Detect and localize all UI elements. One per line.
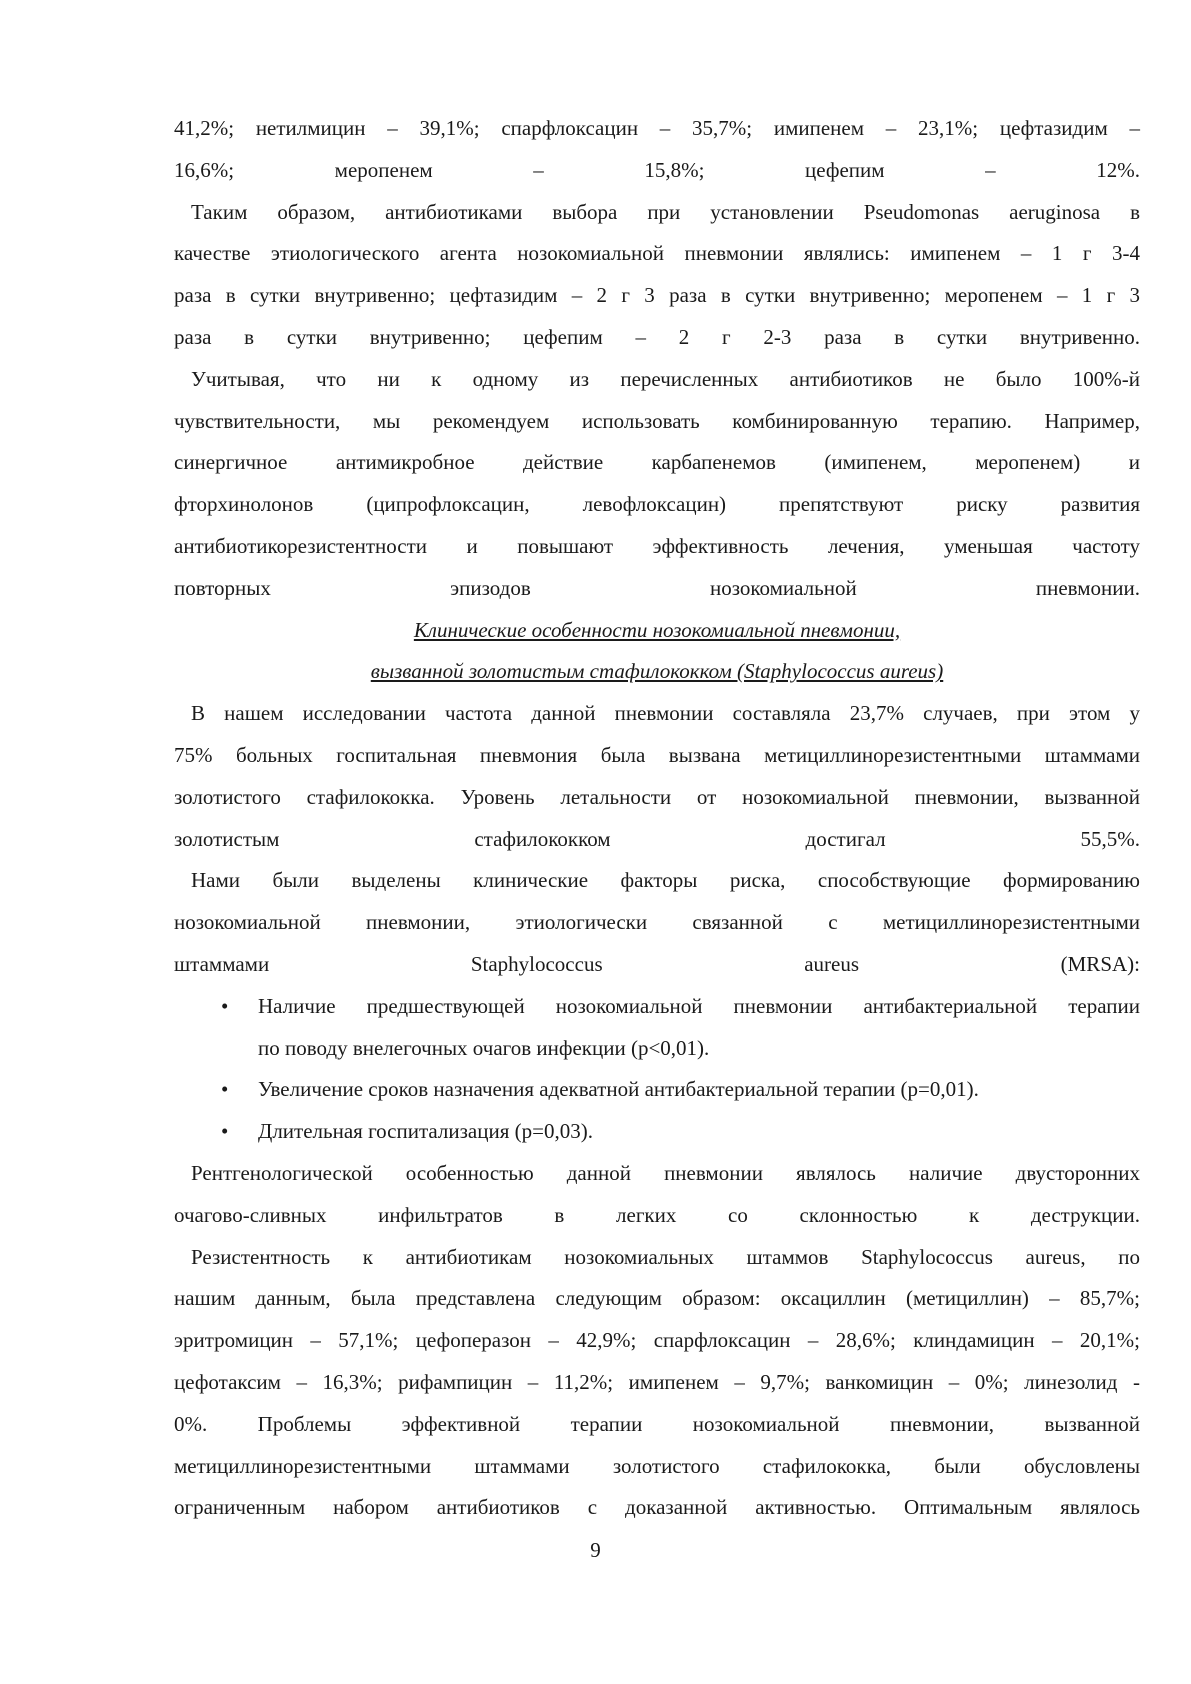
paragraph bbox=[174, 359, 1140, 610]
text-line: качестве этиологического агента нозокомиальной пневмонии являлись: имипенем – 1 г 3-4 bbox=[174, 241, 1140, 266]
list-item bbox=[174, 986, 1140, 1070]
text-line: штаммами Staphylococcus aureus (MRSA): bbox=[174, 951, 1140, 976]
text-line: Нами были выделены клинические факторы риска, способствующие формированию bbox=[191, 868, 1140, 893]
paragraph bbox=[174, 108, 1140, 192]
paragraph bbox=[174, 693, 1140, 860]
text-line: Учитывая, что ни к одному из перечисленных антибиотиков не было 100%-й bbox=[191, 366, 1140, 391]
list-item bbox=[174, 1111, 1140, 1153]
text-line: фторхинолонов (ципрофлоксацин, левофлоксацин) препятствуют риску развития bbox=[174, 492, 1140, 517]
paragraph bbox=[174, 860, 1140, 985]
text-line: Длительная госпитализация (p=0,03). bbox=[258, 1119, 593, 1144]
text-line: золотистым стафилококком достигал 55,5%. bbox=[174, 826, 1140, 851]
section-heading-line-1: Клинические особенности нозокомиальной пневмонии, bbox=[413, 617, 901, 642]
bullet-icon: • bbox=[221, 1119, 229, 1144]
text-line: по поводу внелегочных очагов инфекции (p<0,01). bbox=[258, 1035, 710, 1060]
text-line: раза в сутки внутривенно; цефтазидим – 2 г 3 раза в сутки внутривенно; меропенем – 1 г 3 bbox=[174, 283, 1140, 308]
text-line: 16,6%; меропенем – 15,8%; цефепим – 12%. bbox=[174, 157, 1140, 182]
text-line: синергичное антимикробное действие карбапенемов (имипенем, меропенем) и bbox=[174, 450, 1140, 475]
text-line: повторных эпизодов нозокомиальной пневмонии. bbox=[174, 575, 1140, 600]
text-line: эритромицин – 57,1%; цефоперазон – 42,9%; спарфлоксацин – 28,6%; клиндамицин – 20,1%; bbox=[174, 1328, 1140, 1353]
text-line: ограниченным набором антибиотиков с доказанной активностью. Оптимальным являлось bbox=[174, 1495, 1140, 1520]
text-line: 41,2%; нетилмицин – 39,1%; спарфлоксацин – 35,7%; имипенем – 23,1%; цефтазидим – bbox=[174, 116, 1140, 140]
text-line: нозокомиальной пневмонии, этиологически связанной с метициллинорезистентными bbox=[174, 910, 1140, 935]
text-line: очагово-сливных инфильтратов в легких со склонностью к деструкции. bbox=[174, 1202, 1140, 1227]
text-line: чувствительности, мы рекомендуем использовать комбинированную терапию. Например, bbox=[174, 408, 1140, 433]
section-heading-line-2: вызванной золотистым стафилококком (Staphylococcus aureus) bbox=[370, 659, 944, 684]
section-heading bbox=[174, 610, 1140, 694]
paragraph bbox=[174, 1237, 1140, 1530]
text-line: раза в сутки внутривенно; цефепим – 2 г 2-3 раза в сутки внутривенно. bbox=[174, 324, 1140, 349]
list-item bbox=[174, 1069, 1140, 1111]
text-line: 0%. Проблемы эффективной терапии нозокомиальной пневмонии, вызванной bbox=[174, 1411, 1140, 1436]
text-line: Таким образом, антибиотиками выбора при установлении Pseudomonas aeruginosa в bbox=[191, 199, 1140, 224]
paragraph bbox=[174, 192, 1140, 359]
bullet-icon: • bbox=[221, 993, 229, 1018]
text-line: цефотаксим – 16,3%; рифампицин – 11,2%; имипенем – 9,7%; ванкомицин – 0%; линезолид - bbox=[174, 1369, 1140, 1394]
text-line: метициллинорезистентными штаммами золотистого стафилококка, были обусловлены bbox=[174, 1453, 1140, 1478]
text-line: Рентгенологической особенностью данной пневмонии являлось наличие двусторонних bbox=[191, 1160, 1140, 1185]
text-line: Наличие предшествующей нозокомиальной пневмонии антибактериальной терапии bbox=[258, 993, 1140, 1018]
page-body bbox=[174, 108, 1140, 1529]
text-line: золотистого стафилококка. Уровень летальности от нозокомиальной пневмонии, вызванной bbox=[174, 784, 1140, 809]
text-line: 75% больных госпитальная пневмония была вызвана метициллинорезистентными штаммами bbox=[174, 742, 1140, 767]
page-number: 9 bbox=[590, 1538, 601, 1562]
risk-factor-list bbox=[174, 986, 1140, 1153]
text-line: нашим данным, была представлена следующим образом: оксациллин (метициллин) – 85,7%; bbox=[174, 1286, 1140, 1311]
text-line: Резистентность к антибиотикам нозокомиальных штаммов Staphylococcus aureus, по bbox=[191, 1244, 1140, 1269]
bullet-icon: • bbox=[221, 1077, 229, 1102]
paragraph bbox=[174, 1153, 1140, 1237]
text-line: Увеличение сроков назначения адекватной антибактериальной терапии (p=0,01). bbox=[258, 1077, 979, 1102]
text-line: В нашем исследовании частота данной пневмонии составляла 23,7% случаев, при этом у bbox=[191, 701, 1140, 726]
text-line: антибиотикорезистентности и повышают эффективность лечения, уменьшая частоту bbox=[174, 533, 1140, 558]
